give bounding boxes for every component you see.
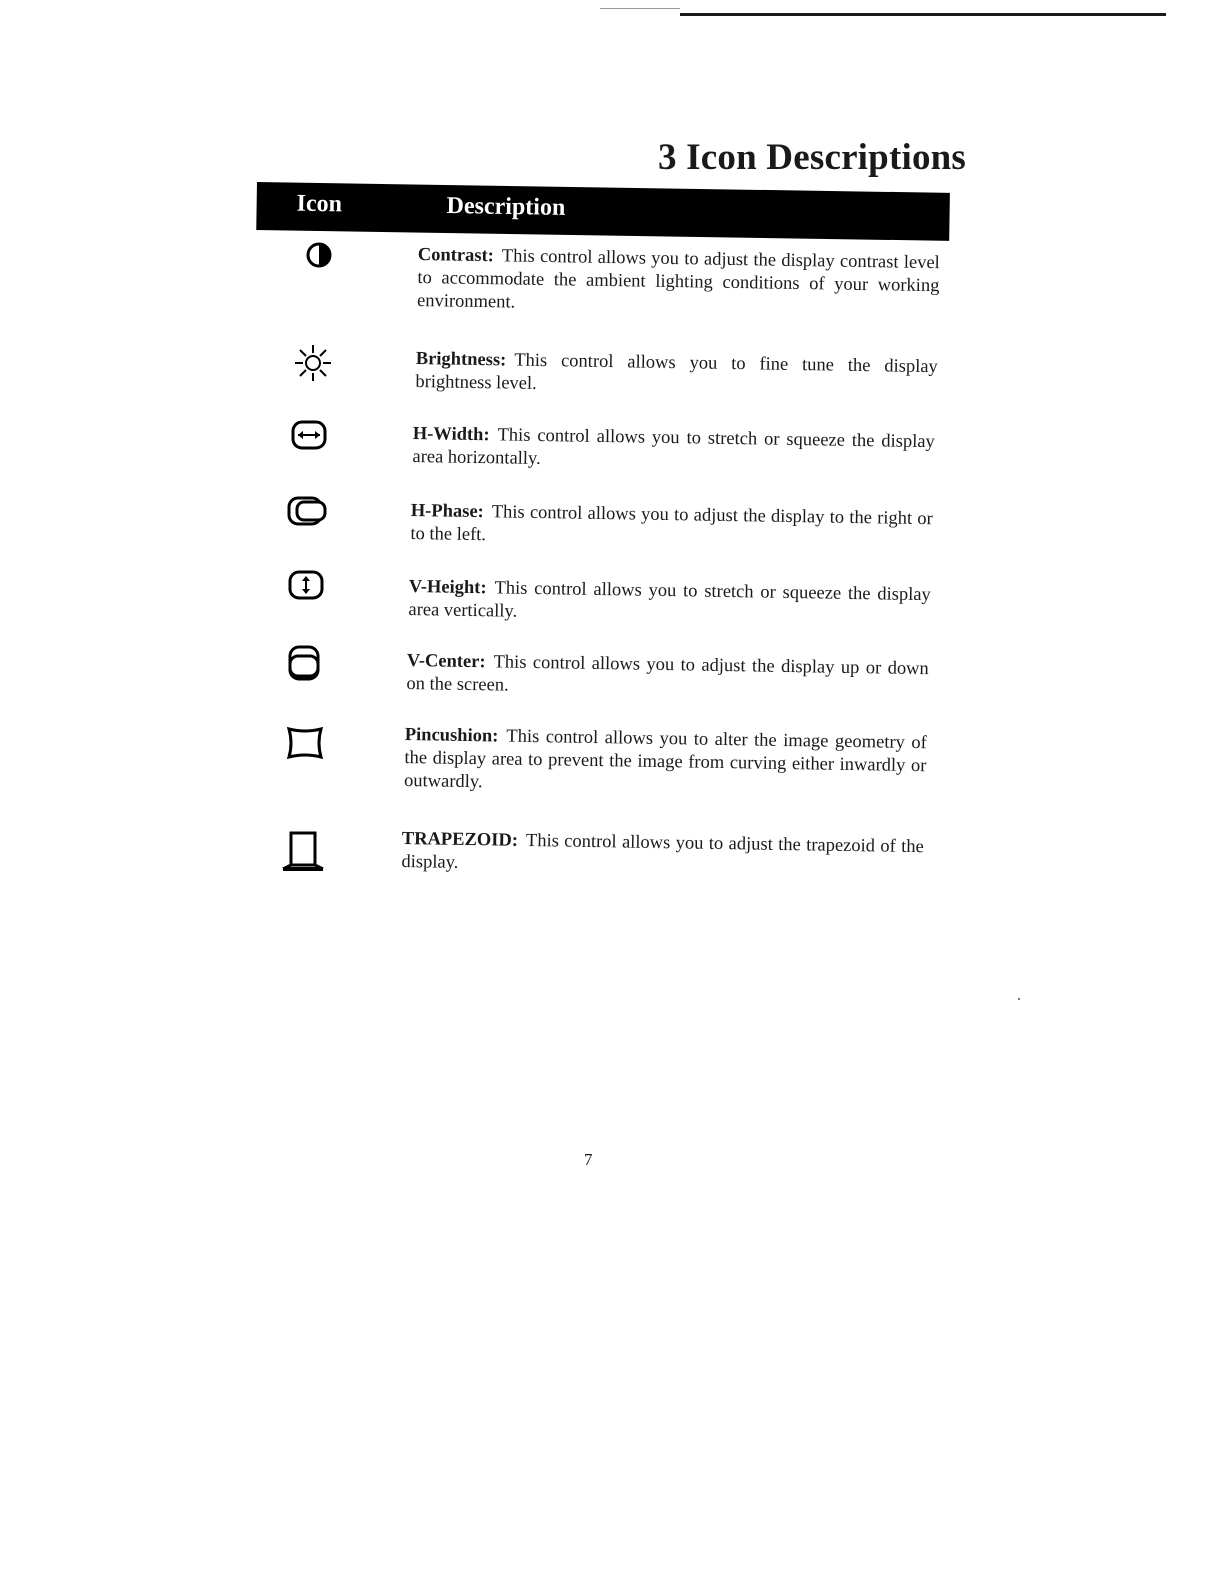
row-text: This control allows you to adjust the display contrast level to accommodate the ambient lighting conditions of your working environment. — [416, 246, 940, 313]
row-term: Brightness: — [415, 348, 507, 371]
row-text: This control allows you to alter the image geometry of the display area to prevent the image from curving either inwardly or outwardly. — [403, 726, 927, 793]
h-phase-icon — [282, 486, 332, 536]
row-term: V-Height: — [408, 576, 487, 599]
row-term: TRAPEZOID: — [401, 828, 519, 851]
page-title: 3 Icon Descriptions — [658, 137, 967, 178]
v-center-icon — [280, 640, 330, 690]
row-description — [412, 423, 935, 477]
table-header — [256, 182, 950, 241]
contrast-icon — [294, 230, 344, 280]
trapezoid-icon — [278, 826, 328, 876]
row-description — [410, 500, 933, 554]
row-description — [415, 348, 938, 402]
row-description — [408, 576, 931, 630]
scan-artifact-line — [680, 13, 1166, 16]
scan-artifact-thin — [600, 8, 680, 9]
row-term: H-Phase: — [410, 500, 484, 523]
row-term: Pincushion: — [404, 724, 499, 747]
row-description — [417, 244, 940, 321]
row-term: Contrast: — [417, 244, 495, 267]
row-text: This control allows you to stretch or squeeze the display area horizontally. — [412, 425, 935, 470]
row-description — [401, 828, 924, 882]
row-description — [406, 650, 929, 704]
v-height-icon — [281, 560, 331, 610]
brightness-icon — [288, 338, 338, 388]
row-text: This control allows you to adjust the display to the right or to the left. — [410, 502, 933, 546]
row-text: This control allows you to stretch or squeeze the display area vertically. — [408, 578, 931, 622]
column-header-icon: Icon — [296, 190, 343, 218]
page-number: 7 — [584, 1150, 593, 1169]
column-header-description: Description — [446, 192, 566, 221]
row-text: This control allows you to adjust the trapezoid of the display. — [401, 830, 924, 873]
row-text: This control allows you to fine tune the display brightness level. — [415, 350, 938, 394]
row-term: H-Width: — [412, 423, 490, 446]
pincushion-icon — [280, 718, 330, 768]
row-description — [404, 724, 927, 801]
row-term: V-Center: — [406, 650, 486, 673]
row-text: This control allows you to adjust the display up or down on the screen. — [406, 652, 929, 696]
h-width-icon — [284, 410, 334, 460]
scan-speck — [1018, 998, 1020, 1000]
